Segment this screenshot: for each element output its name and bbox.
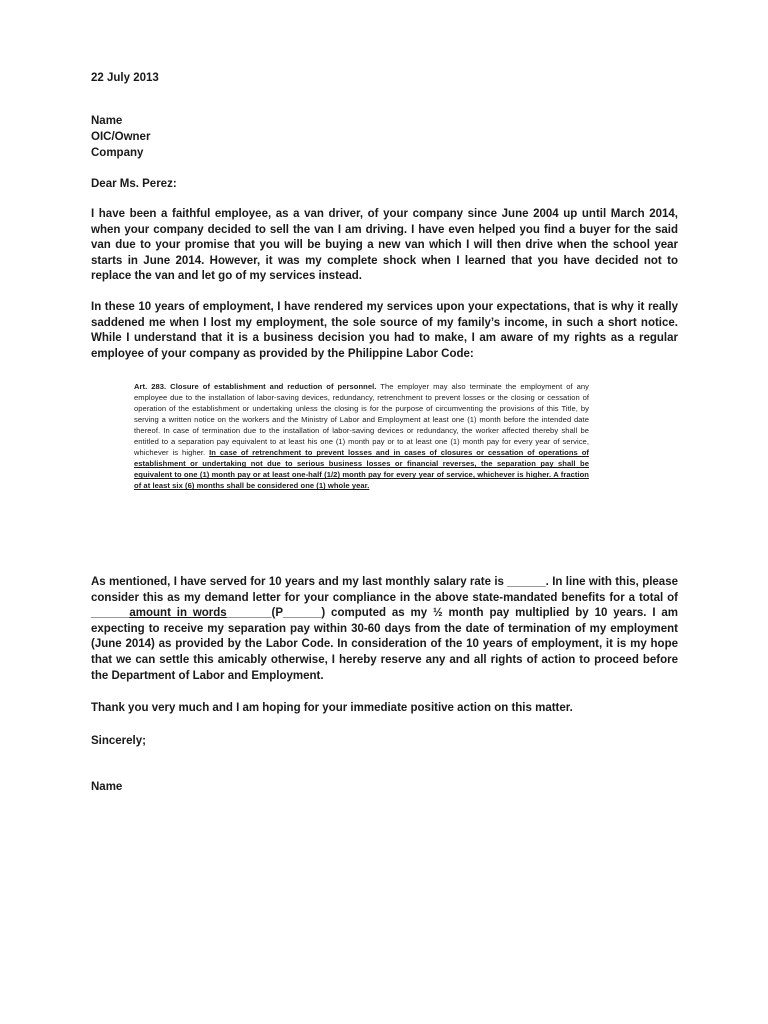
demand-part2: _______(P______) computed as my ½ month pay multiplied by 10 years. I am expecting to receive my separation pay within 30-60 days from the date of termination of my employment (June 2014) as provided by the Labor Code. In consideration of the 10 years of employment, it is my hope that we can settle this amicably otherwise, I hereby reserve any and all rights of action to proceed before the Department of Labor and Employment. bbox=[91, 607, 679, 682]
labor-code-quote bbox=[134, 381, 589, 491]
quote-heading: Art. 283. Closure of establishment and reduction of personnel. bbox=[134, 382, 377, 391]
letter-date: 22 July 2013 bbox=[91, 72, 159, 84]
paragraph-demand bbox=[91, 575, 678, 684]
paragraph-rights: In these 10 years of employment, I have rendered my services upon your expectations, that is why it really saddened me when I lost my employment, the sole source of my family’s income, in such a short notice. While I understand that it is a business decision you had to make, I am aware of my rights as a regular employee of your company as provided by the Philippine Labor Code: bbox=[91, 301, 678, 360]
salutation: Dear Ms. Perez: bbox=[91, 178, 177, 190]
recipient-company: Company bbox=[91, 147, 144, 159]
recipient-name: Name bbox=[91, 115, 123, 127]
paragraph-employment-history: I have been a faithful employee, as a van driver, of your company since June 2004 up until March 2014, when your company decided to sell the van I am driving. I have even helped you find a buyer for the said van due to your promise that you will be buying a new van which I will then drive when the school year starts in June 2014. However, it was my complete shock when I learned that you have decided not to replace the van and let go of my services instead. bbox=[91, 208, 678, 283]
amount-in-words-field: amount in words bbox=[129, 607, 227, 620]
valediction: Sincerely; bbox=[91, 735, 146, 747]
demand-part1: As mentioned, I have served for 10 years and my last monthly salary rate is ______. In line with this, please consider this as my demand letter for your compliance in the above state-mandated benefits for a total of ______ bbox=[91, 576, 678, 620]
quote-body: The employer may also terminate the employment of any employee due to the installation of labor-saving devices, redundancy, retrenchment to prevent losses or the closing or cessation of operation of the establishment or undertaking unless the closing is for the purpose of circumventing the provisions of this Title, by serving a written notice on the workers and the Ministry of Labor and Employment at least one (1) month before the intended date thereof. In case of termination due to the installation of labor-saving devices or redundancy, the worker affected thereby shall be entitled to a separation pay equivalent to at least his one (1) month pay or to at least one (1) month pay for every year of service, whichever is higher. bbox=[134, 382, 589, 458]
signature-name: Name bbox=[91, 781, 123, 793]
quote-underlined: In case of retrenchment to prevent losses and in cases of closures or cessation of operations of establishment or undertaking not due to serious business losses or financial reverses, the separation pay shall be equivalent to one (1) month pay or at least one-half (1/2) month pay for every year of service, whichever is higher. A fraction of at least six (6) months shall be considered one (1) whole year. bbox=[134, 448, 589, 491]
closing-line: Thank you very much and I am hoping for your immediate positive action on this matter. bbox=[91, 702, 573, 714]
recipient-title: OIC/Owner bbox=[91, 131, 151, 143]
